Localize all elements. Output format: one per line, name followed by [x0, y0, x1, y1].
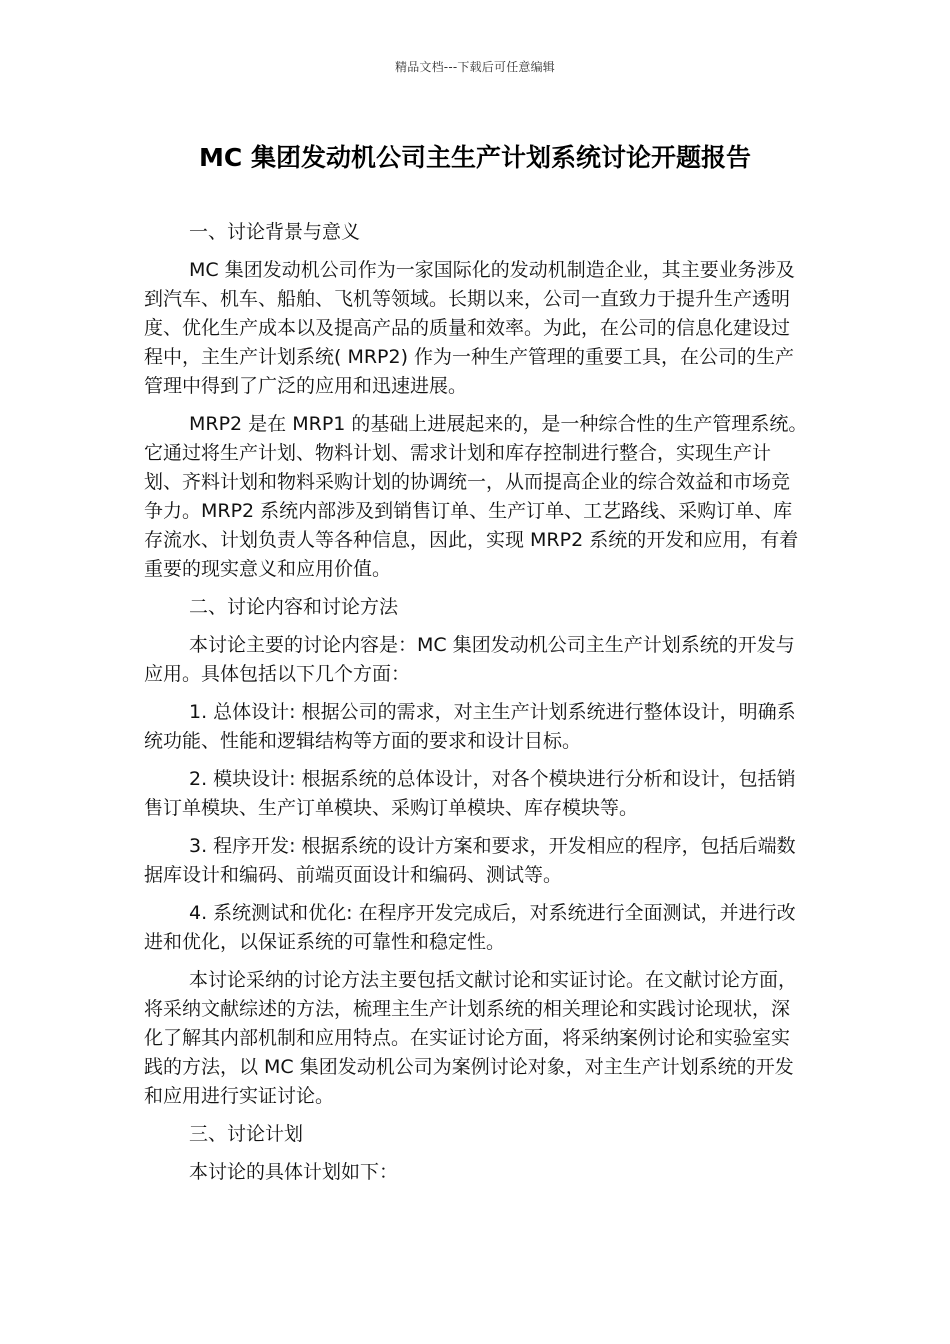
paragraph: MRP2 是在 MRP1 的基础上进展起来的，是一种综合性的生产管理系统。它通过将生产计划、物料计划、需求计划和库存控制进行整合，实现生产计划、齐料计划和物料采购计划的协调统一，从而提高企业的综合效益和市场竞争力。MRP2 系统内部涉及到销售订单、生产订单、工艺路线、采购订单、库存流水、计划负责人等各种信息，因此，实现 MRP2 系统的开发和应用，有着重要的现实意义和应用价值。 — [144, 413, 808, 580]
section-heading-plan: 三、讨论计划 — [189, 1123, 304, 1145]
section-heading-content-methods: 二、讨论内容和讨论方法 — [189, 596, 399, 618]
list-item-system-testing: 4. 系统测试和优化: 在程序开发完成后，对系统进行全面测试，并进行改进和优化，以保证系统的可靠性和稳定性。 — [144, 902, 796, 953]
list-item-module-design: 2. 模块设计: 根据系统的总体设计，对各个模块进行分析和设计，包括销售订单模块、生产订单模块、采购订单模块、库存模块等。 — [144, 768, 796, 819]
list-item-overall-design: 1. 总体设计: 根据公司的需求，对主生产计划系统进行整体设计，明确系统功能、性能和逻辑结构等方面的要求和设计目标。 — [144, 701, 796, 752]
header-note: 精品文档---下载后可任意编辑 — [395, 60, 555, 74]
document-title: MC 集团发动机公司主生产计划系统讨论开题报告 — [199, 143, 751, 172]
paragraph: 本讨论主要的讨论内容是：MC 集团发动机公司主生产计划系统的开发与应用。具体包括以下几个方面： — [144, 634, 795, 685]
paragraph: MC 集团发动机公司作为一家国际化的发动机制造企业，其主要业务涉及到汽车、机车、船舶、飞机等领域。长期以来，公司一直致力于提升生产透明度、优化生产成本以及提高产品的质量和效率。为此，在公司的信息化建设过程中，主生产计划系统( MRP2) 作为一种生产管理的重要工具，在公司的生产管理中得到了广泛的应用和迅速进展。 — [144, 259, 795, 397]
list-item-program-development: 3. 程序开发: 根据系统的设计方案和要求，开发相应的程序，包括后端数据库设计和编码、前端页面设计和编码、测试等。 — [144, 835, 796, 886]
paragraph: 本讨论采纳的讨论方法主要包括文献讨论和实证讨论。在文献讨论方面，将采纳文献综述的方法，梳理主生产计划系统的相关理论和实践讨论现状，深化了解其内部机制和应用特点。在实证讨论方面，将采纳案例讨论和实验室实践的方法，以 MC 集团发动机公司为案例讨论对象，对主生产计划系统的开发和应用进行实证讨论。 — [144, 969, 798, 1107]
section-heading-background: 一、讨论背景与意义 — [189, 221, 361, 243]
paragraph: 本讨论的具体计划如下： — [189, 1161, 399, 1183]
document-body — [144, 218, 808, 1196]
